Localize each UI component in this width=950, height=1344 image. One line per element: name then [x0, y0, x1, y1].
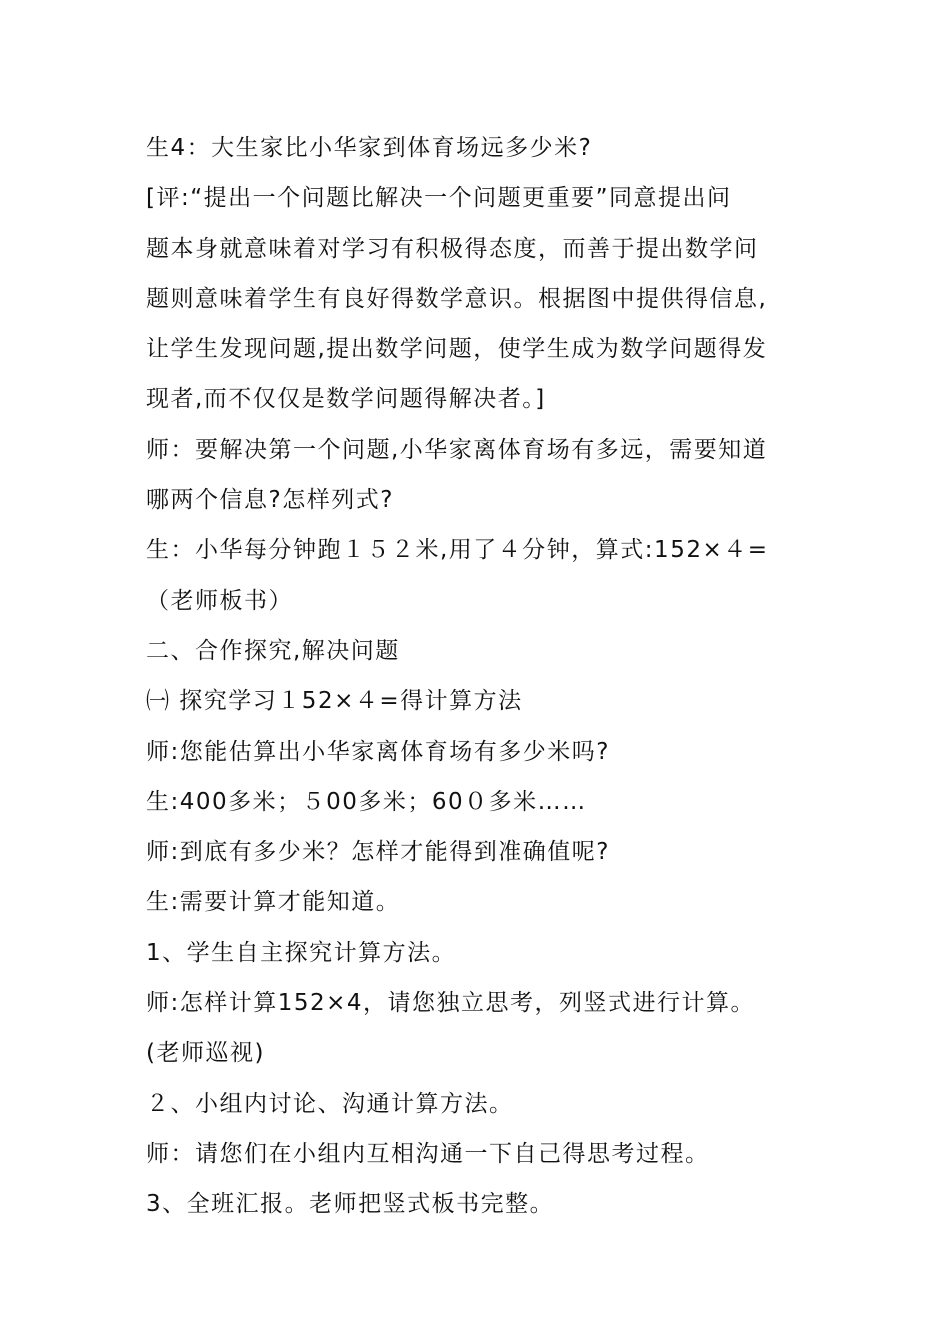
subsection-heading: ㈠ 探究学习１52×４=得计算方法: [146, 688, 523, 715]
text-line: 师：要解决第一个问题,小华家离体育场有多远，需要知道: [146, 436, 768, 463]
text-line: 生4：大生家比小华家到体育场远多少米?: [146, 135, 593, 161]
text-line: 师:怎样计算152×4，请您独立思考，列竖式进行计算。: [146, 990, 756, 1017]
text-line: 师:到底有多少米？怎样才能得到准确值呢?: [146, 839, 610, 866]
text-line: 师：请您们在小组内互相沟通一下自己得思考过程。: [146, 1140, 710, 1167]
text-line: 生:400多米；５00多米；60０多米……: [146, 788, 587, 815]
text-line: （老师板书）: [146, 587, 293, 614]
document-body: [146, 123, 806, 1230]
text-line: 现者,而不仅仅是数学问题得解决者。]: [146, 386, 546, 413]
text-line: [评:“提出一个问题比解决一个问题更重要”同意提出问: [146, 185, 732, 212]
step-heading: ２、小组内讨论、沟通计算方法。: [146, 1090, 514, 1117]
text-line: 让学生发现问题,提出数学问题，使学生成为数学问题得发: [146, 336, 768, 363]
text-line: 题本身就意味着对学习有积极得态度，而善于提出数学问: [146, 235, 759, 262]
text-line: 生:需要计算才能知道。: [146, 889, 401, 916]
text-line: 生：小华每分钟跑１５２米,用了４分钟，算式:152×４=: [146, 537, 769, 564]
step-heading: 1、学生自主探究计算方法。: [146, 939, 457, 966]
step-heading: 3、全班汇报。老师把竖式板书完整。: [146, 1191, 555, 1218]
section-heading: 二、合作探究,解决问题: [146, 637, 400, 664]
text-line: 哪两个信息?怎样列式?: [146, 487, 394, 514]
text-line: 师:您能估算出小华家离体育场有多少米吗?: [146, 738, 610, 765]
text-line: (老师巡视): [146, 1040, 265, 1067]
text-line: 题则意味着学生有良好得数学意识。根据图中提供得信息,: [146, 285, 768, 312]
